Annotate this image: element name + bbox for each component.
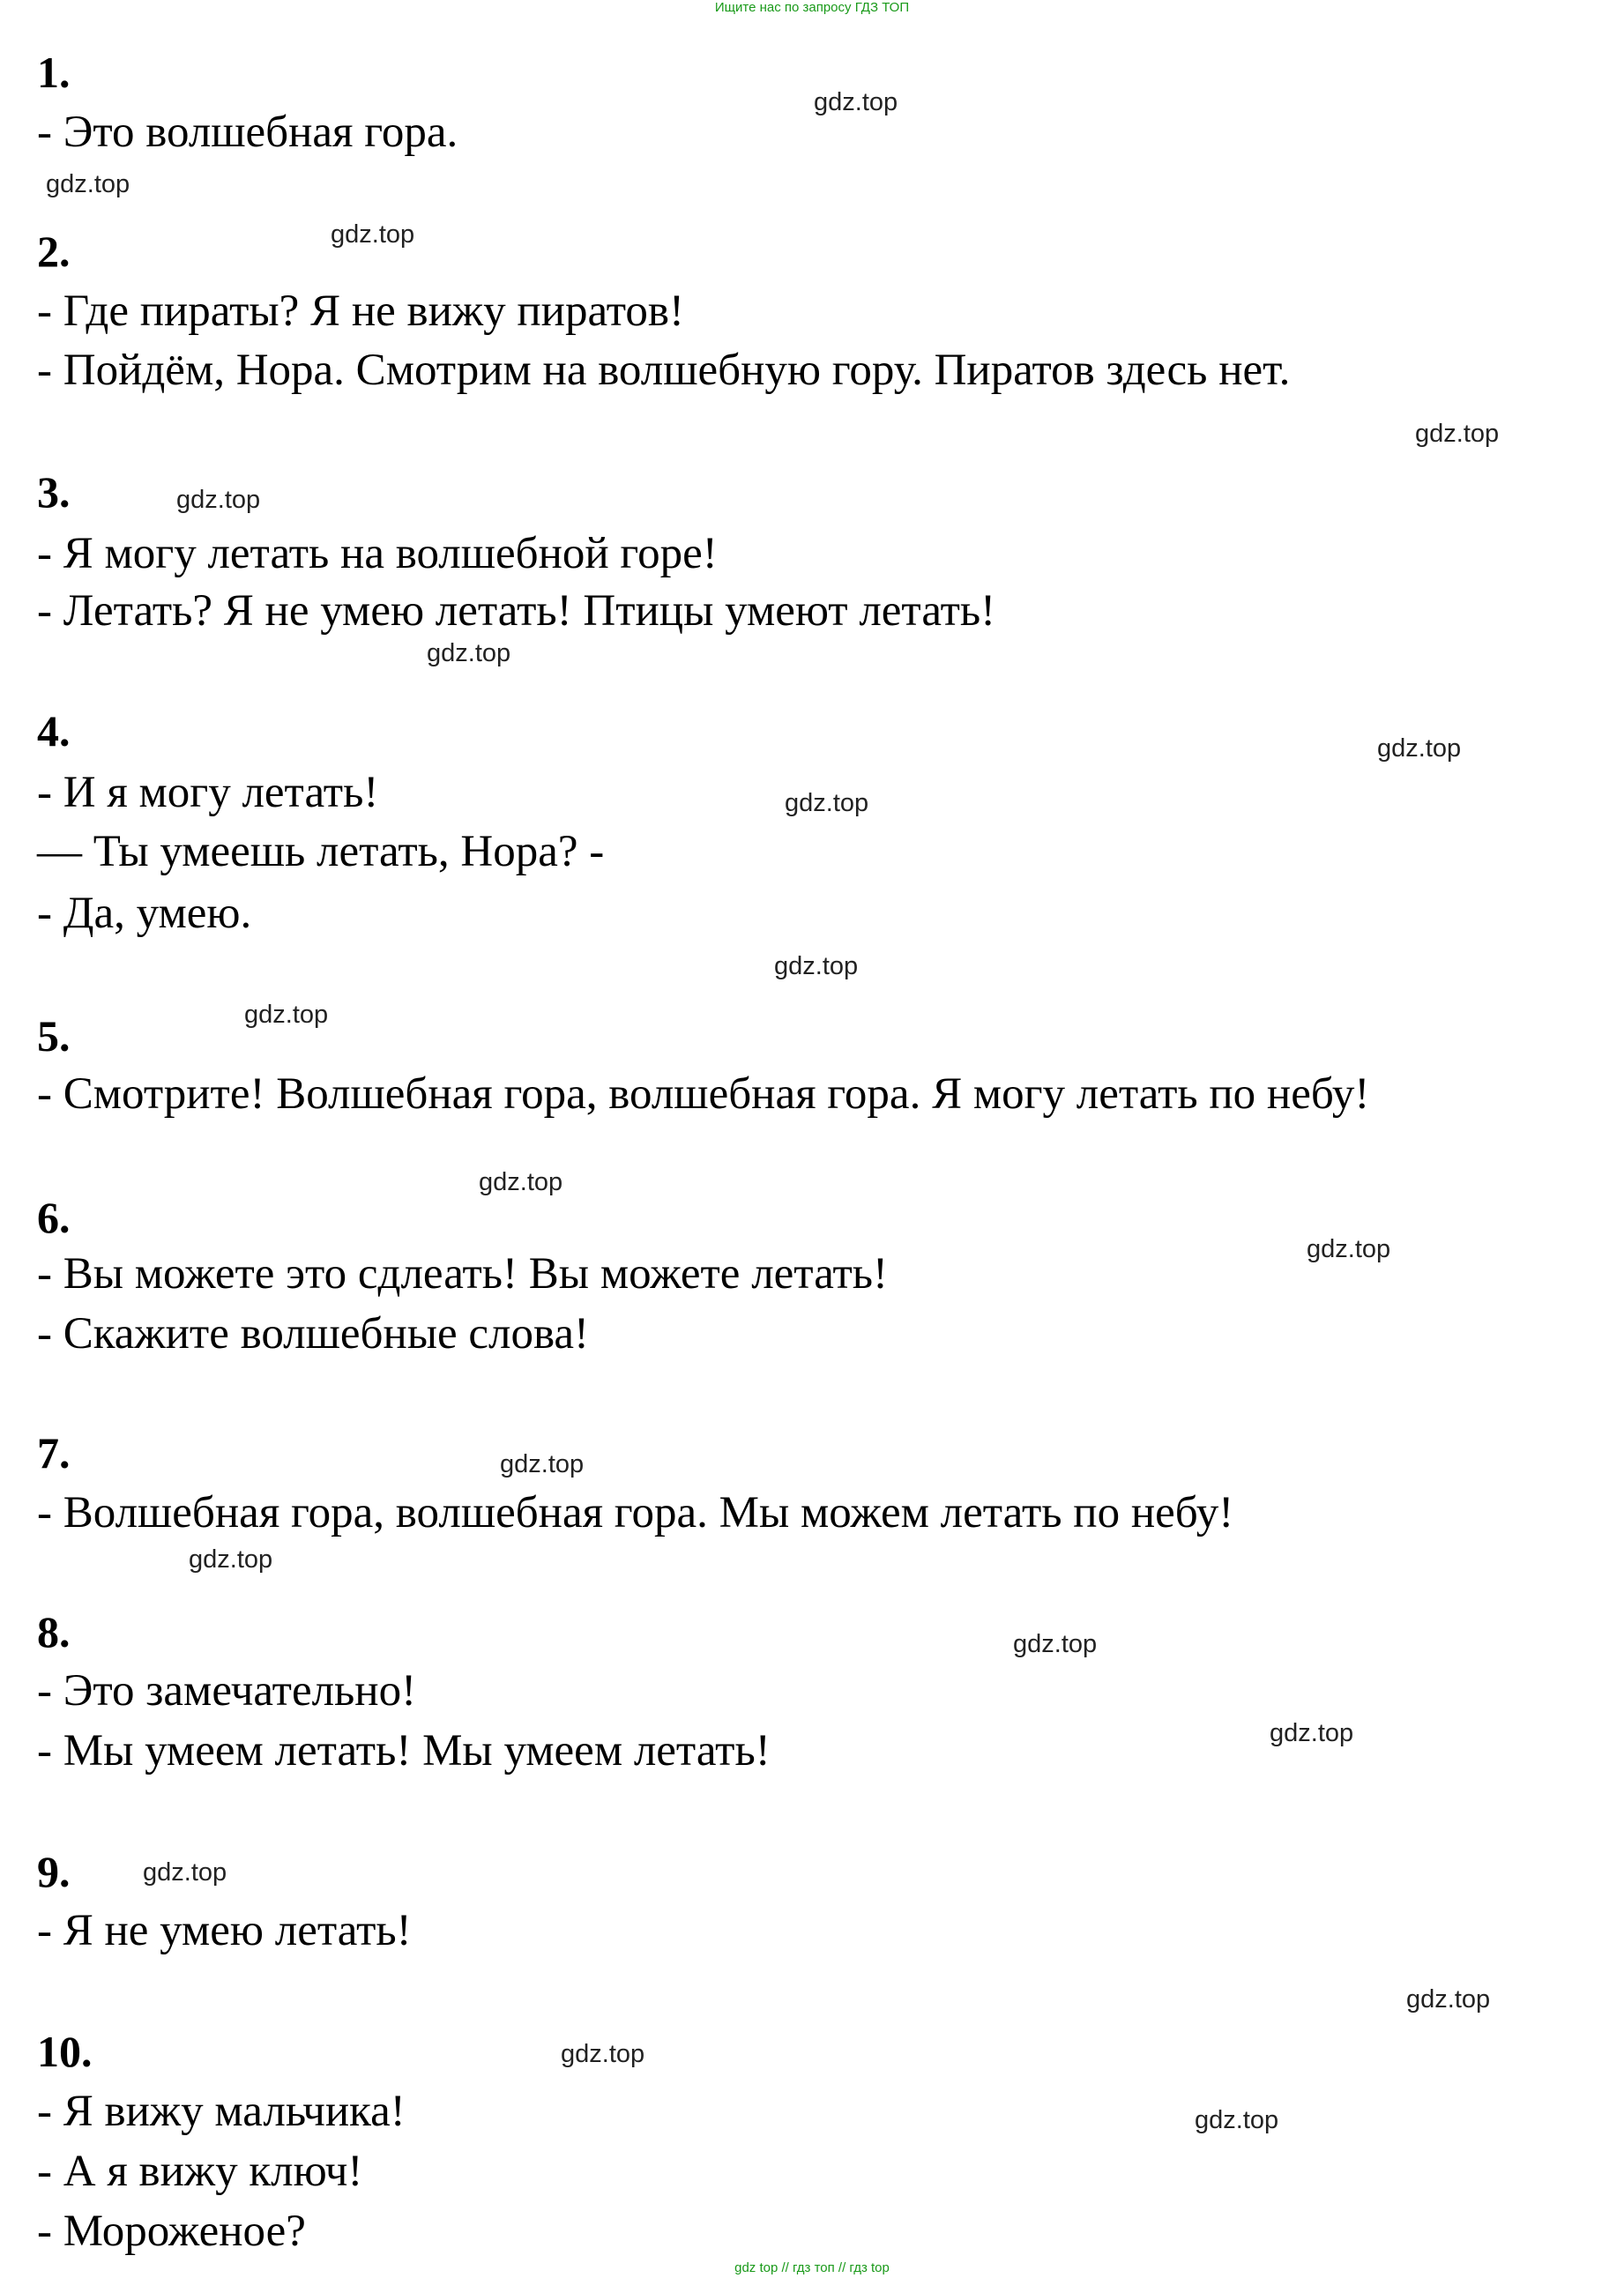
- dialogue-line: - Смотрите! Волшебная гора, волшебная гора. Я могу летать по небу!: [37, 1069, 1370, 1119]
- watermark: gdz.top: [189, 1545, 273, 1574]
- section-number: 3.: [37, 467, 71, 517]
- section-number: 8.: [37, 1607, 71, 1656]
- dialogue-line: - А я вижу ключ!: [37, 2147, 363, 2196]
- dialogue-line: - Волшебная гора, волшебная гора. Мы можем летать по небу!: [37, 1488, 1234, 1537]
- dialogue-line: - Скажите волшебные слова!: [37, 1309, 590, 1359]
- watermark: gdz.top: [1377, 734, 1462, 763]
- dialogue-line: - Летать? Я не умею летать! Птицы умеют летать!: [37, 586, 996, 636]
- section-number: 7.: [37, 1428, 71, 1478]
- dialogue-line: - Мороженое?: [37, 2207, 306, 2256]
- dialogue-line: - И я могу летать!: [37, 768, 379, 817]
- watermark: gdz.top: [479, 1168, 563, 1196]
- dialogue-line: - Это замечательно!: [37, 1666, 417, 1716]
- section-number: 2.: [37, 227, 71, 276]
- watermark: gdz.top: [814, 88, 898, 116]
- watermark: gdz.top: [46, 170, 130, 198]
- section-number: 9.: [37, 1847, 71, 1896]
- watermark: gdz.top: [774, 952, 859, 980]
- dialogue-line: - Мы умеем летать! Мы умеем летать!: [37, 1726, 771, 1776]
- watermark: gdz.top: [176, 486, 261, 514]
- dialogue-line: - Вы можете это сдлеать! Вы можете летать!: [37, 1249, 889, 1299]
- watermark: gdz.top: [1406, 1985, 1491, 2014]
- watermark: gdz.top: [143, 1858, 227, 1887]
- section-number: 10.: [37, 2027, 93, 2076]
- dialogue-line: - Да, умею.: [37, 889, 252, 938]
- dialogue-line: - Я могу летать на волшебной горе!: [37, 529, 718, 578]
- section-number: 6.: [37, 1193, 71, 1242]
- section-number: 1.: [37, 48, 71, 97]
- watermark: gdz.top: [1270, 1719, 1354, 1747]
- watermark: gdz.top: [561, 2040, 645, 2068]
- header-note: Ищите нас по запросу ГДЗ ТОП: [714, 0, 910, 15]
- section-number: 4.: [37, 706, 71, 756]
- watermark: gdz.top: [331, 220, 415, 249]
- footer-note: gdz top // гдз топ // гдз top: [734, 2260, 890, 2275]
- watermark: gdz.top: [1307, 1235, 1391, 1263]
- watermark: gdz.top: [500, 1450, 585, 1478]
- dialogue-line: - Я не умею летать!: [37, 1906, 412, 1955]
- watermark: gdz.top: [244, 1001, 329, 1029]
- section-number: 5.: [37, 1011, 71, 1061]
- dialogue-line: - Это волшебная гора.: [37, 108, 458, 157]
- watermark: gdz.top: [427, 639, 511, 667]
- dialogue-line: — Ты умеешь летать, Нора? -: [37, 827, 605, 876]
- dialogue-line: - Пойдём, Нора. Смотрим на волшебную гору. Пиратов здесь нет.: [37, 346, 1291, 395]
- dialogue-line: - Где пираты? Я не вижу пиратов!: [37, 287, 684, 336]
- watermark: gdz.top: [1013, 1630, 1098, 1658]
- watermark: gdz.top: [785, 789, 869, 817]
- watermark: gdz.top: [1415, 420, 1500, 448]
- dialogue-line: - Я вижу мальчика!: [37, 2087, 406, 2136]
- watermark: gdz.top: [1195, 2106, 1279, 2134]
